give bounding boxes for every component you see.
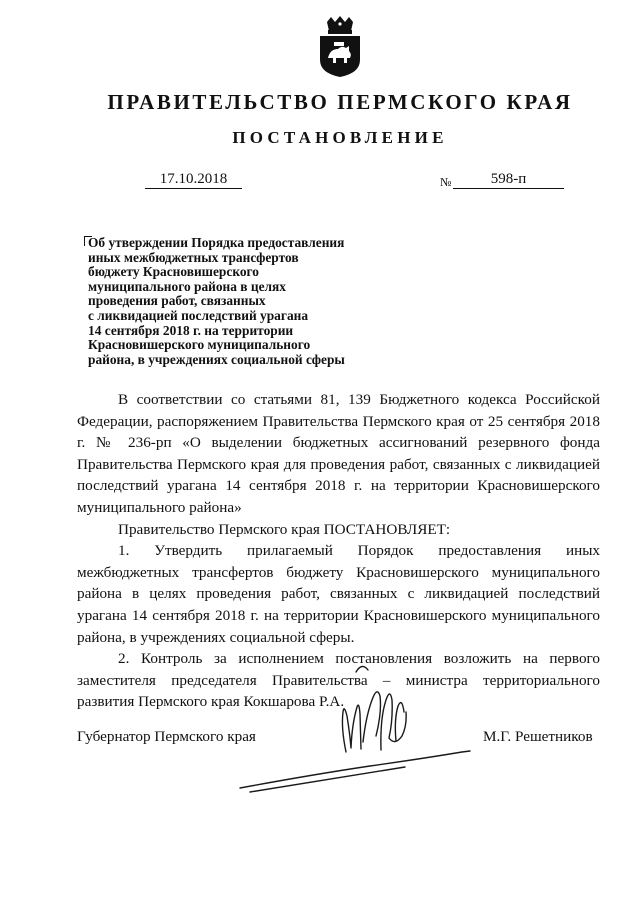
body-paragraph-item-1: 1. Утвердить прилагаемый Порядок предоставления иных межбюджетных трансфертов бюджету Красновишерского муниципального района в целях проведения работ, связанных с ликвидацией последствий урагана 14 сентября 2018 г. на территории Красновишерского муниципального района, в учреждениях социальной сферы.: [77, 542, 600, 646]
coat-of-arms-icon: [318, 16, 362, 78]
document-body: [77, 389, 600, 713]
subject-line: 14 сентября 2018 г. на территории: [88, 322, 294, 338]
body-paragraph-item-2: 2. Контроль за исполнением постановления возложить на первого заместителя председателя Правительства – министра территориального развития Пермского края Кокшарова Р.А.: [77, 650, 600, 711]
subject-line: района, в учреждениях социальной сферы: [88, 351, 345, 367]
subject-line: проведения работ, связанных: [88, 293, 266, 309]
signatory-name: М.Г. Решетников: [483, 728, 593, 745]
document-date: 17.10.2018: [145, 170, 242, 189]
subject-line: Об утверждении Порядка предоставления: [88, 235, 345, 250]
subject-line: бюджету Красновишерского: [88, 264, 259, 280]
subject-line: с ликвидацией последствий урагана: [88, 307, 309, 323]
subject-line: иных межбюджетных трансфертов: [88, 249, 299, 265]
signatory-position: Губернатор Пермского края: [77, 728, 256, 745]
body-paragraph-preamble: В соответствии со статьями 81, 139 Бюджетного кодекса Российской Федерации, распоряжением Правительства Пермского края от 25 сентября 2018 г. № 236-рп «О выделении бюджетных ассигнований резервного фонда Правительства Пермского края для проведения работ, связанных с ликвидацией последствий урагана 14 сентября 2018 г. на территории Красновишерского муниципального района»: [77, 391, 600, 516]
subject-line: Красновишерского муниципального: [88, 337, 311, 353]
subject-line: муниципального района в целях: [88, 278, 287, 294]
document-number-label: №: [440, 175, 452, 189]
document-subject: [88, 236, 408, 367]
body-paragraph-resolves: Правительство Пермского края ПОСТАНОВЛЯЕТ:: [118, 520, 451, 538]
government-title: ПРАВИТЕЛЬСТВО ПЕРМСКОГО КРАЯ: [107, 90, 573, 114]
document-number: 598-п: [453, 170, 564, 189]
document-type-title: ПОСТАНОВЛЕНИЕ: [232, 128, 448, 147]
